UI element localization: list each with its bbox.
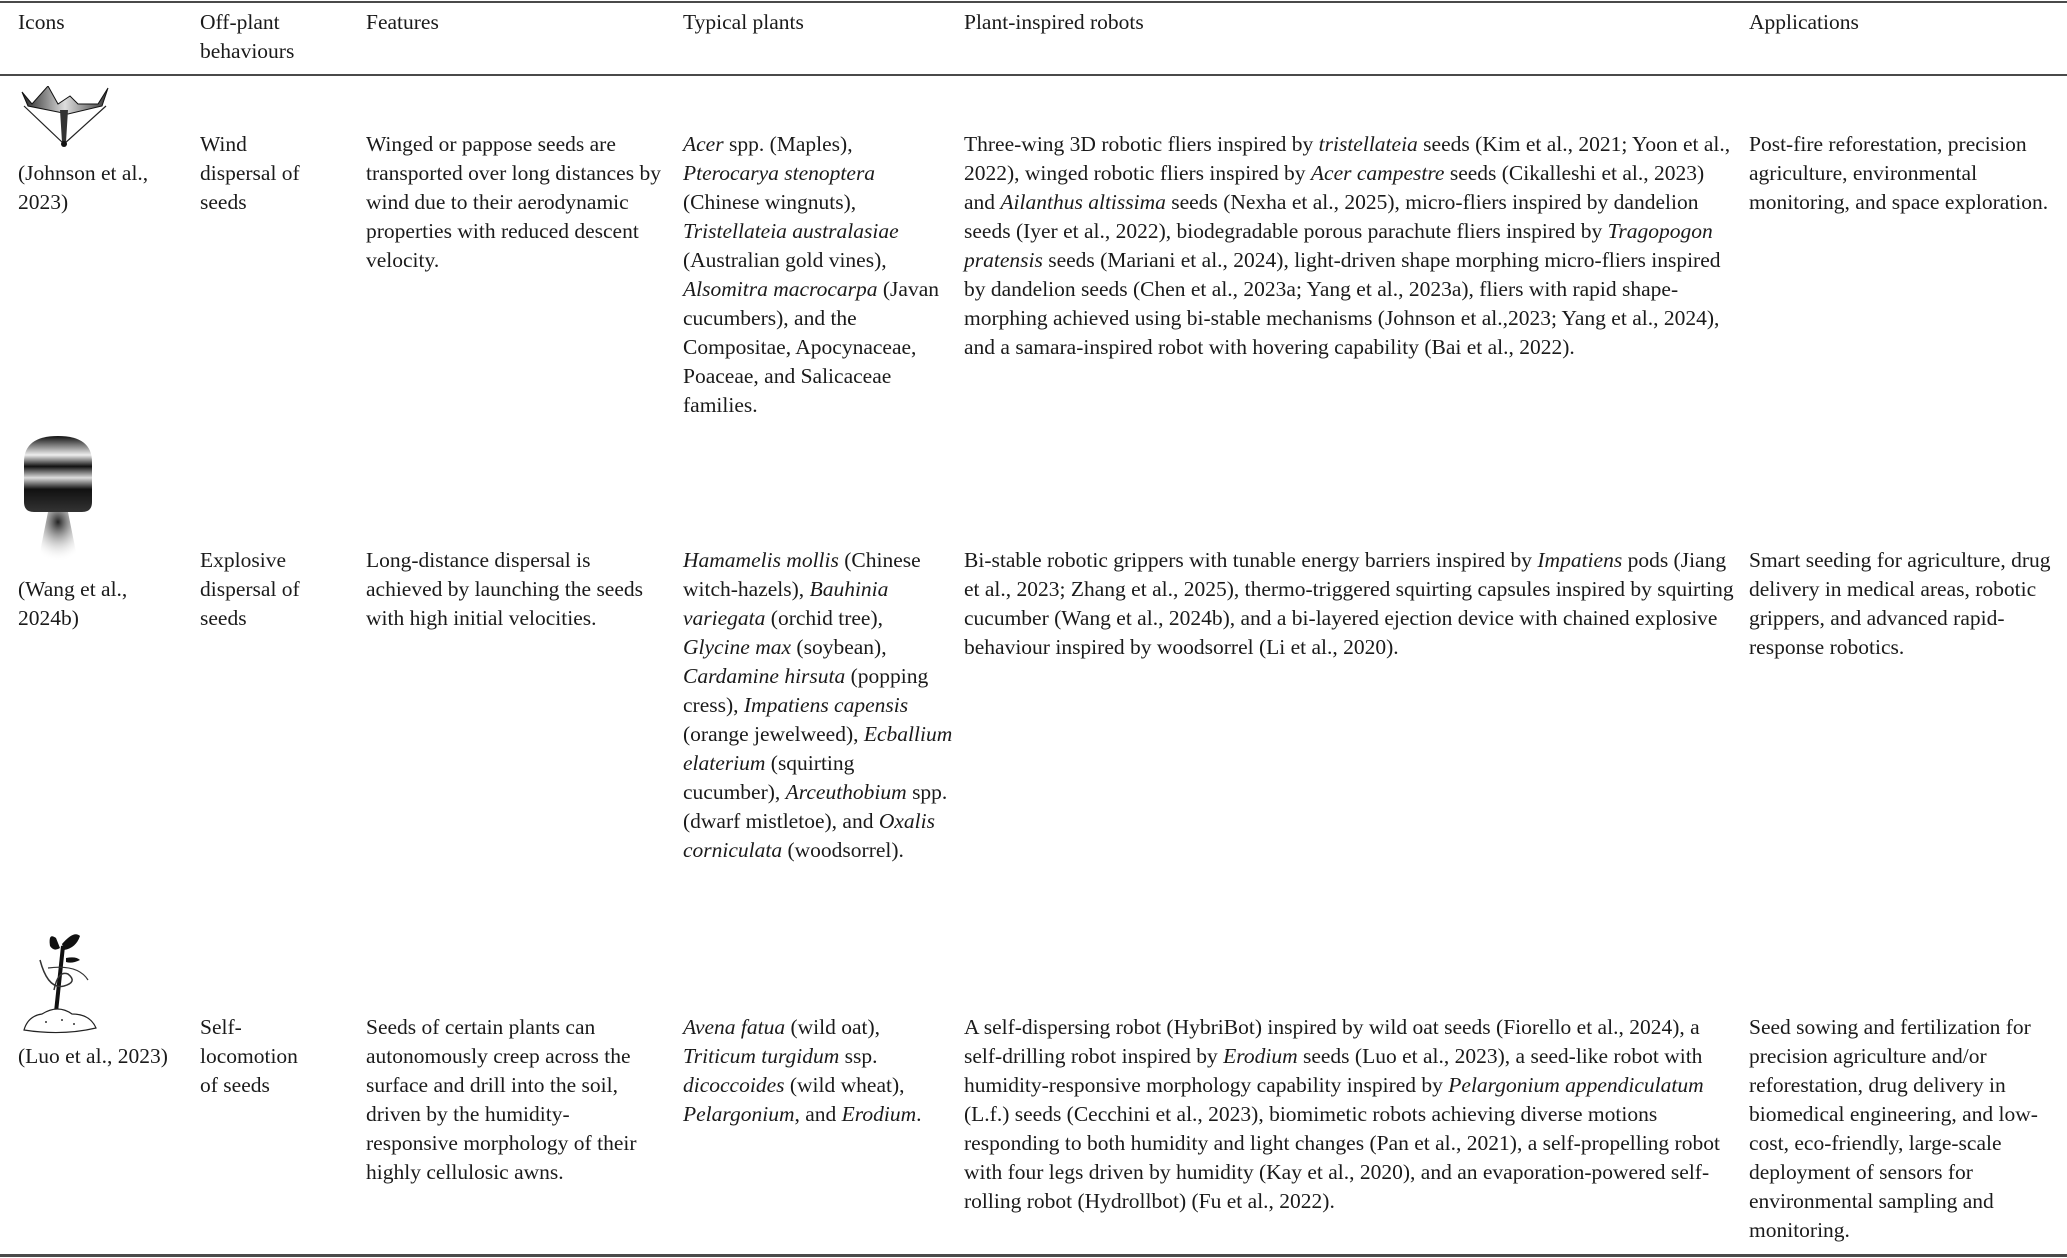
icon-caption: (Wang et al., 2024b): [18, 577, 128, 630]
header-features: Features: [366, 10, 439, 34]
table-top-rule: [0, 1, 2067, 3]
header-behaviours: Off-plant behaviours: [200, 10, 295, 63]
table-header-rule: [0, 74, 2067, 76]
features: Long-distance dispersal is achieved by launching the seeds with high initial velocities.: [366, 548, 644, 630]
behaviour: Wind dispersal of seeds: [200, 132, 300, 214]
header-plant-inspired-robots: Plant-inspired robots: [964, 10, 1144, 34]
applications: Seed sowing and fertilization for precision agriculture and/or reforestation, drug delivery in biomedical engineering, and low-cost, eco-friendly, large-scale deployment of sensors for environmental sampling and monitoring.: [1749, 1015, 2038, 1242]
sprouting-seed-icon: [18, 930, 108, 1043]
features: Seeds of certain plants can autonomously creep across the surface and drill into the soil, driven by the humidity-responsive morphology of their highly cellulosic awns.: [366, 1015, 637, 1184]
header-typical-plants: Typical plants: [683, 10, 804, 34]
behaviour: Self-locomotion of seeds: [200, 1015, 298, 1097]
typical-plants: Avena fatua (wild oat), Triticum turgidum ssp. dicoccoides (wild wheat), Pelargonium, and Erodium.: [683, 1015, 922, 1126]
typical-plants: Hamamelis mollis (Chinese witch-hazels), Bauhinia variegata (orchid tree), Glycine max (soybean), Cardamine hirsuta (popping cress), Impatiens capensis (orange jewelweed), Ecballium elaterium (squirting cucumber), Arceuthobium spp. (dwarf mistletoe), and Oxalis corniculata (woodsorrel).: [683, 548, 953, 862]
winged-flier-icon: [18, 86, 113, 156]
header-icons: Icons: [18, 10, 65, 34]
plant-inspired-robots: Three-wing 3D robotic fliers inspired by tristellateia seeds (Kim et al., 2021; Yoon et al., 2022), winged robotic fliers inspired by Acer campestre seeds (Cikalleshi et al., 2023) and Ailanthus altissima seeds (Nexha et al., 2025), micro-fliers inspired by dandelion seeds (Iyer et al., 2022), biodegradable porous parachute fliers inspired by Tragopogon pratensis seeds (Mariani et al., 2024), light-driven shape morphing micro-fliers inspired by dandelion seeds (Chen et al., 2023a; Yang et al., 2023a), fliers with rapid shape-morphing achieved using bi-stable mechanisms (Johnson et al.,2023; Yang et al., 2024), and a samara-inspired robot with hovering capability (Bai et al., 2022).: [964, 132, 1731, 359]
plant-inspired-robots: A self-dispersing robot (HybriBot) inspired by wild oat seeds (Fiorello et al., 2024), a self-drilling robot inspired by Erodium seeds (Luo et al., 2023), a seed-like robot with humidity-responsive morphology capability inspired by Pelargonium appendiculatum (L.f.) seeds (Cecchini et al., 2023), biomimetic robots achieving diverse motions responding to both humidity and light changes (Pan et al., 2021), a self-propelling robot with four legs driven by humidity (Kay et al., 2020), and an evaporation-powered self-rolling robot (Hydrollbot) (Fu et al., 2022).: [964, 1015, 1720, 1213]
typical-plants: Acer spp. (Maples), Pterocarya stenoptera (Chinese wingnuts), Tristellateia australasiae (Australian gold vines), Alsomitra macrocarpa (Javan cucumbers), and the Compositae, Apocynaceae, Poaceae, and Salicaceae families.: [683, 132, 939, 417]
features: Winged or pappose seeds are transported over long distances by wind due to their aerodynamic properties with reduced descent velocity.: [366, 132, 661, 272]
applications: Post-fire reforestation, precision agriculture, environmental monitoring, and space exploration.: [1749, 132, 2049, 214]
applications: Smart seeding for agriculture, drug delivery in medical areas, robotic grippers, and advanced rapid-response robotics.: [1749, 548, 2051, 659]
plant-inspired-robots: Bi-stable robotic grippers with tunable energy barriers inspired by Impatiens pods (Jiang et al., 2023; Zhang et al., 2025), thermo-triggered squirting capsules inspired by squirting cucumber (Wang et al., 2024b), and a bi-layered ejection device with chained explosive behaviour inspired by woodsorrel (Li et al., 2020).: [964, 548, 1734, 659]
header-applications: Applications: [1749, 10, 1859, 34]
icon-caption: (Luo et al., 2023): [18, 1044, 168, 1068]
table-bottom-rule: [0, 1254, 2067, 1257]
squirting-capsule-icon: [18, 432, 98, 575]
icon-caption: (Johnson et al., 2023): [18, 161, 149, 214]
behaviour: Explosive dispersal of seeds: [200, 548, 300, 630]
